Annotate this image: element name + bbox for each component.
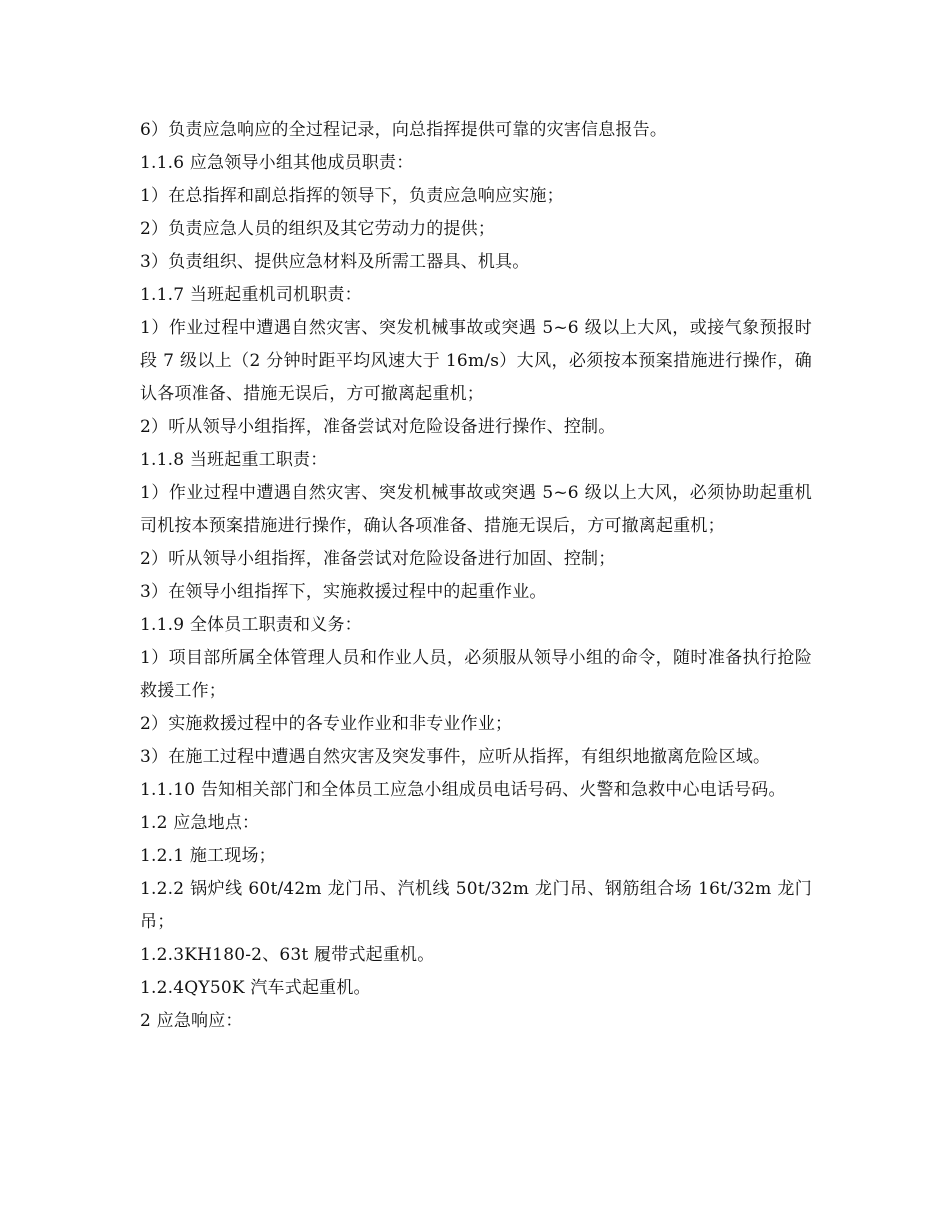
- heading-1-2: 1.2 应急地点：: [140, 813, 260, 833]
- paragraph-1-1-9-item-3: 3）在施工过程中遭遇自然灾害及突发事件，应听从指挥，有组织地撤离危险区域。: [140, 747, 771, 767]
- paragraph-1-1-6-item-1: 1）在总指挥和副总指挥的领导下，负责应急响应实施；: [140, 186, 564, 206]
- paragraph-1-2-2: 1.2.2 锅炉线 60t/42m 龙门吊、汽机线 50t/32m 龙门吊、钢筋组合场 16t/32m 龙门吊；: [140, 879, 812, 932]
- paragraph-1-1-6-item-2: 2）负责应急人员的组织及其它劳动力的提供；: [140, 219, 496, 239]
- paragraph-1-2-3: 1.2.3KH180-2、63t 履带式起重机。: [140, 945, 435, 965]
- document-body: [140, 114, 812, 1038]
- paragraph-1-1-6-item-3: 3）负责组织、提供应急材料及所需工器具、机具。: [140, 252, 530, 272]
- paragraph-1-1-8-item-3: 3）在领导小组指挥下，实施救援过程中的起重作业。: [140, 582, 547, 602]
- paragraph-1-1-7-item-2: 2）听从领导小组指挥，准备尝试对危险设备进行操作、控制。: [140, 417, 616, 437]
- paragraph-1-1-8-item-1: 1）作业过程中遭遇自然灾害、突发机械事故或突遇 5~6 级以上大风，必须协助起重机司机按本预案措施进行操作，确认各项准备、措施无误后，方可撤离起重机；: [140, 483, 812, 536]
- paragraph-1-2-1: 1.2.1 施工现场；: [140, 846, 276, 866]
- paragraph-1-1-10: 1.1.10 告知相关部门和全体员工应急小组成员电话号码、火警和急救中心电话号码。: [140, 780, 786, 800]
- heading-2: 2 应急响应：: [140, 1011, 243, 1031]
- paragraph-1-1-8-item-2: 2）听从领导小组指挥，准备尝试对危险设备进行加固、控制；: [140, 549, 616, 569]
- heading-1-1-8: 1.1.8 当班起重工职责：: [140, 450, 328, 470]
- paragraph-1-1-9-item-2: 2）实施救援过程中的各专业作业和非专业作业；: [140, 714, 513, 734]
- paragraph-1-1-7-item-1: 1）作业过程中遭遇自然灾害、突发机械事故或突遇 5~6 级以上大风，或接气象预报时段 7 级以上（2 分钟时距平均风速大于 16m/s）大风，必须按本预案措施进行操作，确认各项准备、措施无误后，方可撤离起重机；: [140, 318, 812, 404]
- paragraph-duty-6-record: 6）负责应急响应的全过程记录，向总指挥提供可靠的灾害信息报告。: [140, 120, 668, 140]
- heading-1-1-9: 1.1.9 全体员工职责和义务：: [140, 615, 362, 635]
- heading-1-1-6: 1.1.6 应急领导小组其他成员职责：: [140, 153, 414, 173]
- paragraph-1-1-9-item-1: 1）项目部所属全体管理人员和作业人员，必须服从领导小组的命令，随时准备执行抢险救援工作；: [140, 648, 812, 701]
- paragraph-1-2-4: 1.2.4QY50K 汽车式起重机。: [140, 978, 371, 998]
- heading-1-1-7: 1.1.7 当班起重机司机职责：: [140, 285, 362, 305]
